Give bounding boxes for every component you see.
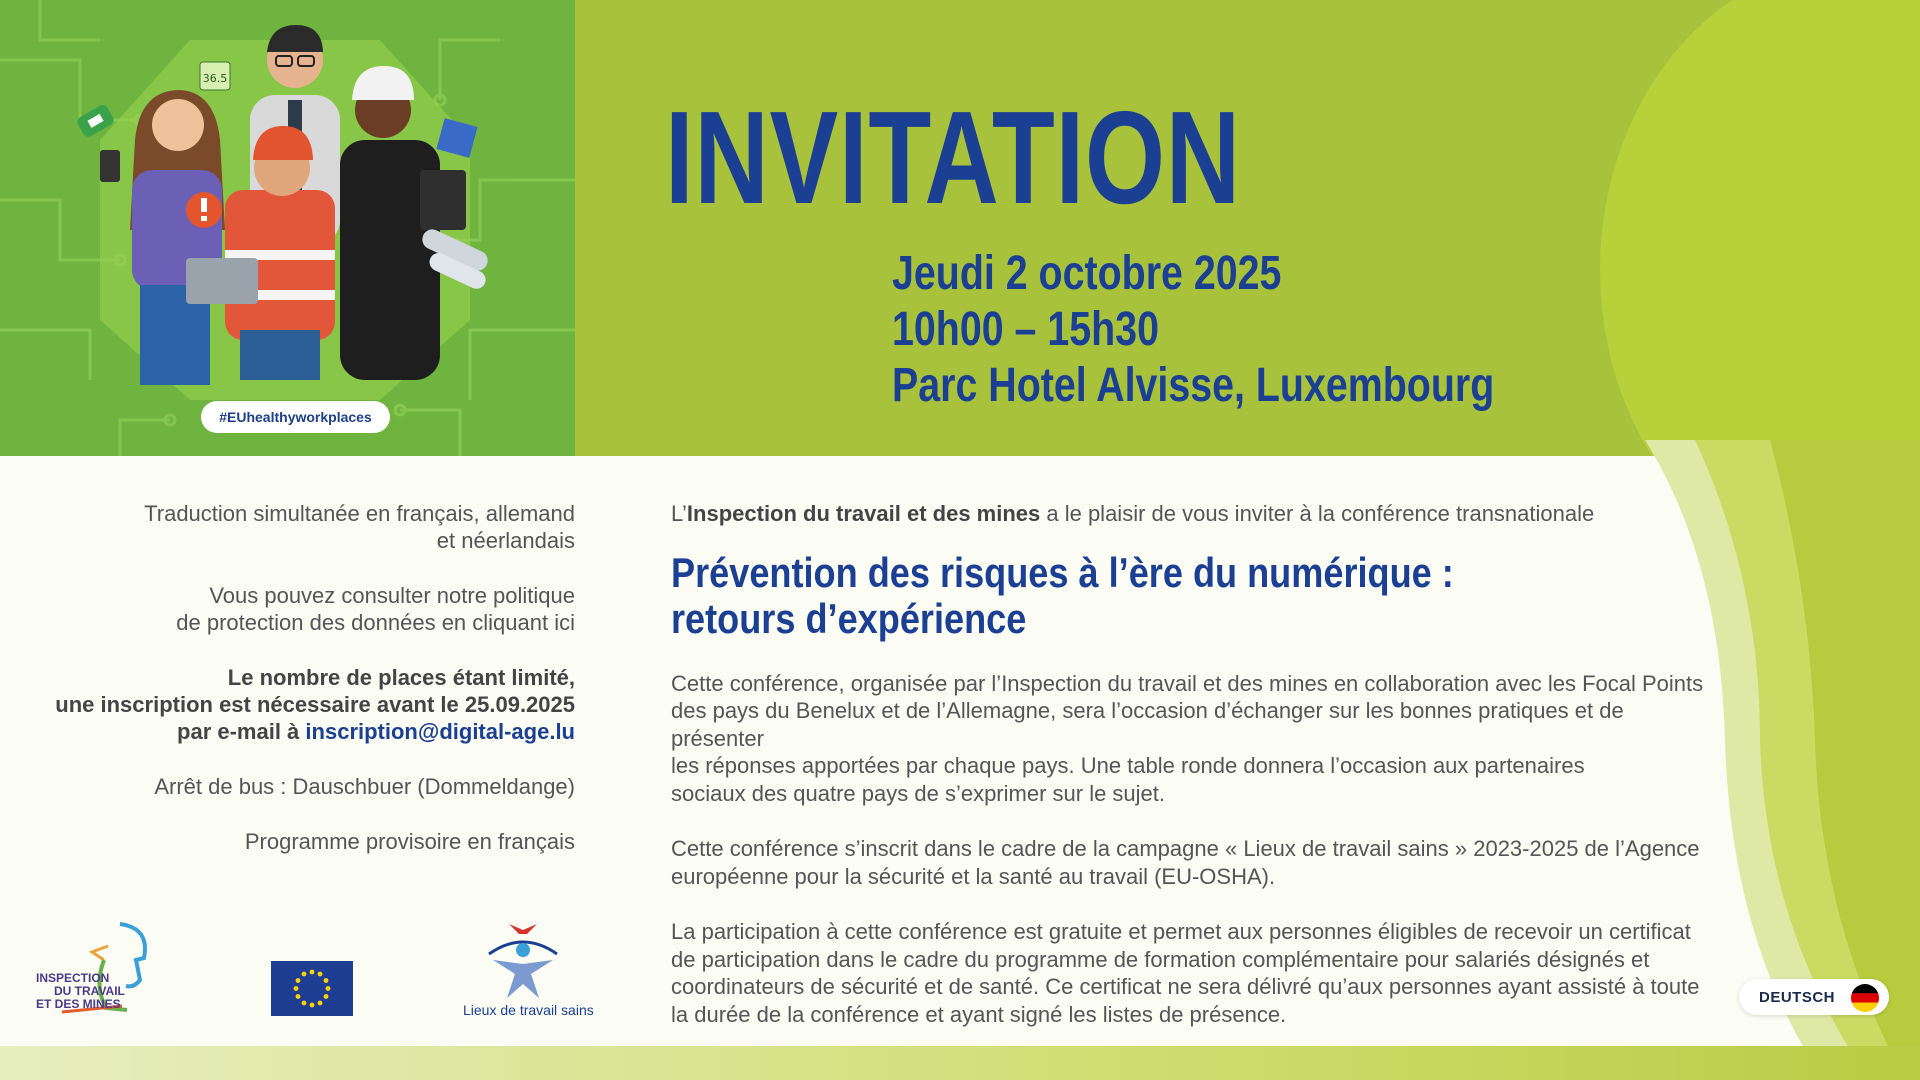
registration-line1: Le nombre de places étant limité, xyxy=(227,665,575,690)
decorative-blob xyxy=(1600,0,1920,456)
eu-flag-logo xyxy=(271,961,353,1016)
translation-line1: Traduction simultanée en français, allemand xyxy=(144,501,575,526)
privacy-note[interactable] xyxy=(30,582,575,636)
privacy-line1: Vous pouvez consulter notre politique xyxy=(209,583,575,608)
conference-title-line1: Prévention des risques à l’ère du numérique : xyxy=(671,548,1454,596)
translation-line2: et néerlandais xyxy=(436,528,575,553)
hero-illustration xyxy=(0,0,575,456)
programme-link[interactable]: Programme provisoire en français xyxy=(244,829,575,854)
intro-suffix: a le plaisir de vous inviter à la conférence transnationale xyxy=(1040,501,1595,526)
paragraph3-line: La participation à cette conférence est gratuite et permet aux personnes éligibles de recevoir un certificat xyxy=(671,919,1691,944)
paragraph3-line: de participation dans le cadre du programme de formation complémentaire pour salariés désignés et xyxy=(671,946,1650,972)
practical-info xyxy=(30,500,575,883)
registration-line2: une inscription est nécessaire avant le 25.09.2025 xyxy=(55,692,575,717)
event-time: 10h00 – 15h30 xyxy=(892,303,1159,356)
registration-email-link[interactable]: inscription@digital-age.lu xyxy=(305,719,575,744)
paragraph-certificate xyxy=(671,918,1711,1028)
paragraph-collaboration xyxy=(671,670,1711,808)
main-content xyxy=(671,500,1711,1028)
german-flag-icon xyxy=(1851,984,1879,1012)
registration-line3: par e-mail à xyxy=(177,719,300,744)
campaign-hashtag: #EUhealthyworkplaces xyxy=(201,401,390,433)
paragraph3-line: la durée de la conférence et ayant signé les listes de présence. xyxy=(671,1001,1287,1027)
footer-strip xyxy=(0,1046,1920,1080)
registration-note xyxy=(30,664,575,745)
intro-org: Inspection du travail et des mines xyxy=(686,501,1041,526)
thermometer-reading: 36.5 xyxy=(202,72,228,85)
itm-logo-line2: DU TRAVAIL xyxy=(54,984,125,998)
itm-logo xyxy=(32,916,172,1018)
conference-title xyxy=(671,550,1703,642)
intro-text xyxy=(671,500,1711,528)
itm-logo-line3: ET DES MINES xyxy=(36,997,121,1011)
eu-stars-icon xyxy=(271,961,353,1016)
paragraph1-line: les réponses apportées par chaque pays. Une table ronde donnera l’occasion aux partenaires xyxy=(671,753,1585,778)
healthy-workplaces-label: Lieux de travail sains xyxy=(463,1002,594,1018)
language-label: DEUTSCH xyxy=(1759,988,1836,1006)
privacy-link[interactable]: de protection des données en cliquant ici xyxy=(176,610,575,635)
paragraph2-line: Cette conférence s’inscrit dans le cadre de la campagne « Lieux de travail sains » 2023-2025 de l’Agence xyxy=(671,836,1700,861)
paragraph1-line: des pays du Benelux et de l’Allemagne, sera l’occasion d’échanger sur les bonnes pratiques et de présenter xyxy=(671,698,1624,751)
paragraph-campaign xyxy=(671,835,1711,890)
event-details xyxy=(892,246,1494,414)
page-title: INVITATION xyxy=(665,84,1241,231)
worker-engineer-right xyxy=(340,66,478,380)
healthy-workplaces-logo xyxy=(463,920,594,1025)
event-venue: Parc Hotel Alvisse, Luxembourg xyxy=(892,359,1495,412)
bus-stop-note: Arrêt de bus : Dauschbuer (Dommeldange) xyxy=(154,774,575,799)
itm-logo-line1: INSPECTION xyxy=(36,971,110,985)
paragraph1-line: Cette conférence, organisée par l’Inspection du travail et des mines en collaboration avec les Focal Points xyxy=(671,670,1704,696)
person-star-icon xyxy=(463,920,583,1000)
translation-note xyxy=(30,500,575,554)
workers-illustration xyxy=(0,0,575,456)
event-date: Jeudi 2 octobre 2025 xyxy=(892,247,1282,300)
intro-prefix: L’ xyxy=(671,501,687,526)
language-switch-button[interactable] xyxy=(1739,979,1889,1015)
paragraph2-line: européenne pour la sécurité et la santé au travail (EU-OSHA). xyxy=(671,863,1276,889)
paragraph3-line: coordinateurs de sécurité et de santé. Ce certificat ne sera délivré qu’aux personnes ayant assisté à toute xyxy=(671,974,1700,999)
conference-title-line2: retours d’expérience xyxy=(671,594,1027,642)
paragraph1-line: sociaux des quatre pays de s’exprimer sur le sujet. xyxy=(671,780,1166,806)
